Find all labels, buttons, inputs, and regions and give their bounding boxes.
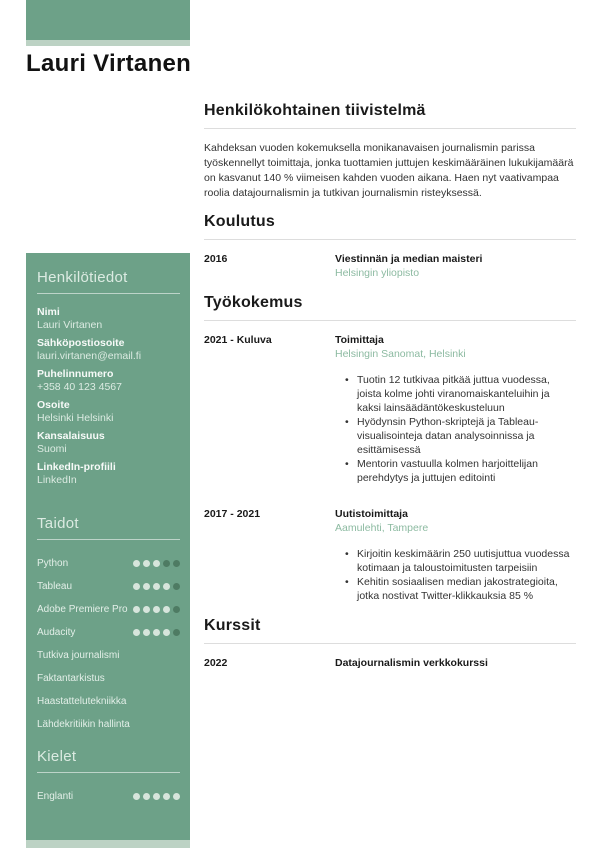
bullet-item: • Kehitin sosiaalisen median jakostrategioita, jotka nostivat Twitter-klikkauksia 85 % — [345, 575, 576, 603]
bullet-list — [335, 373, 576, 485]
skill-label: Englanti — [37, 791, 74, 802]
entry-organization: Helsingin Sanomat, Helsinki — [335, 348, 466, 360]
contact-field-label: Kansalaisuus — [37, 430, 105, 442]
entry-period: 2022 — [204, 657, 228, 669]
timeline-entry — [204, 252, 576, 280]
contact-field-value: Lauri Virtanen — [37, 319, 103, 331]
contact-field-value: LinkedIn — [37, 474, 77, 486]
entry-body — [335, 507, 576, 603]
header-accent-strip — [26, 40, 190, 46]
language-rows — [37, 785, 180, 808]
personal-info-section — [37, 269, 180, 487]
skill-label: Audacity — [37, 627, 76, 638]
personal-info-title: Henkilötiedot — [37, 269, 128, 286]
section-divider — [204, 320, 576, 321]
education-heading: Koulutus — [204, 213, 275, 230]
rating-dot-filled — [143, 629, 150, 636]
rating-dots — [133, 793, 180, 800]
timeline-entry — [204, 333, 576, 485]
skill-row — [37, 621, 180, 644]
contact-field-label: Puhelinnumero — [37, 368, 114, 380]
rating-dot-filled — [133, 583, 140, 590]
timeline-entry — [204, 656, 576, 670]
skill-row — [37, 785, 180, 808]
rating-dot-empty — [173, 583, 180, 590]
bullet-item: • Kirjoitin keskimäärin 250 uutisjuttua vuodessa kotimaan ja taloustoimitusten tarpeisiin — [345, 547, 576, 575]
sidebar-divider — [37, 539, 180, 540]
rating-dots — [133, 560, 180, 567]
rating-dot-filled — [153, 629, 160, 636]
rating-dot-filled — [163, 793, 170, 800]
section-divider — [204, 239, 576, 240]
bullet-list — [335, 547, 576, 603]
summary-text: Kahdeksan vuoden kokemuksella monikanavaisen journalismin parissa työskennellyt toimittaja, jonka tuottamien juttujen keskimääräinen lukukijamäärä on kasvanut 140 % viimeisen kahden vuoden aikana. Haen nyt vaativampaa roolia datajournalismin ja tutkivan journalismin risteyksessä. — [204, 142, 574, 199]
rating-dot-filled — [133, 793, 140, 800]
entry-title: Uutistoimittaja — [335, 508, 408, 520]
experience-heading: Työkokemus — [204, 294, 303, 311]
rating-dots — [133, 583, 180, 590]
bullet-item: • Tuotin 12 tutkivaa pitkää juttua vuodessa, joista kolme johti viranomaiskanteluihin ja kaksi lainsäädäntökeskusteluun — [345, 373, 576, 415]
rating-dots — [133, 629, 180, 636]
contact-field-label: Nimi — [37, 306, 60, 318]
skill-label: Python — [37, 558, 69, 569]
contact-field-value: +358 40 123 4567 — [37, 381, 122, 393]
skill-row — [37, 552, 180, 575]
experience-entries — [204, 333, 576, 603]
rating-dot-empty — [173, 560, 180, 567]
section-divider — [204, 643, 576, 644]
contact-field-value: lauri.virtanen@email.fi — [37, 350, 142, 362]
skill-rows — [37, 552, 180, 736]
contact-field — [37, 368, 180, 394]
bullet-item: • Mentorin vastuulla kolmen harjoittelijan perehdytys ja juttujen editointi — [345, 457, 576, 485]
contact-field-label: Osoite — [37, 399, 70, 411]
skills-title: Taidot — [37, 515, 79, 532]
rating-dot-filled — [143, 793, 150, 800]
contact-field — [37, 461, 180, 487]
skill-label: Haastattelutekniikka — [37, 696, 127, 707]
skill-row — [37, 644, 180, 667]
contact-field-value: Helsinki Helsinki — [37, 412, 114, 424]
rating-dot-filled — [133, 560, 140, 567]
entry-period: 2016 — [204, 253, 228, 265]
skill-label: Tableau — [37, 581, 73, 592]
skill-row — [37, 713, 180, 736]
section-divider — [204, 128, 576, 129]
sidebar — [26, 253, 190, 840]
skill-row — [37, 598, 180, 621]
skills-section — [37, 515, 180, 736]
contact-field — [37, 399, 180, 425]
person-name: Lauri Virtanen — [26, 50, 192, 77]
rating-dot-filled — [143, 560, 150, 567]
rating-dot-filled — [153, 793, 160, 800]
rating-dot-filled — [143, 606, 150, 613]
entry-organization: Aamulehti, Tampere — [335, 522, 429, 534]
contact-field-label: Sähköpostiosoite — [37, 337, 125, 349]
rating-dot-filled — [163, 606, 170, 613]
entry-organization: Helsingin yliopisto — [335, 267, 420, 279]
entry-title: Toimittaja — [335, 334, 384, 346]
skill-row — [37, 575, 180, 598]
courses-heading: Kurssit — [204, 617, 261, 634]
rating-dot-filled — [133, 629, 140, 636]
entry-period: 2017 - 2021 — [204, 508, 261, 520]
rating-dot-filled — [153, 560, 160, 567]
course-entries — [204, 656, 576, 670]
rating-dot-filled — [153, 583, 160, 590]
skill-label: Adobe Premiere Pro — [37, 604, 128, 615]
contact-field — [37, 430, 180, 456]
bullet-item: • Hyödynsin Python-skriptejä ja Tableau-visualisointeja datan analysoinnissa ja esittämisessä — [345, 415, 576, 457]
rating-dot-filled — [173, 793, 180, 800]
rating-dot-filled — [143, 583, 150, 590]
contact-field-value: Suomi — [37, 443, 67, 455]
courses-section — [204, 617, 576, 670]
entry-body — [335, 656, 576, 670]
sidebar-accent-strip — [26, 840, 190, 848]
personal-fields — [37, 306, 180, 487]
rating-dot-empty — [173, 629, 180, 636]
rating-dot-filled — [153, 606, 160, 613]
entry-body — [335, 252, 576, 280]
contact-field — [37, 306, 180, 332]
rating-dots — [133, 606, 180, 613]
rating-dot-filled — [163, 583, 170, 590]
entry-title: Datajournalismin verkkokurssi — [335, 657, 488, 669]
skill-label: Tutkiva journalismi — [37, 650, 120, 661]
main-content — [204, 102, 576, 684]
rating-dot-filled — [163, 629, 170, 636]
education-entries — [204, 252, 576, 280]
rating-dot-empty — [173, 606, 180, 613]
contact-field — [37, 337, 180, 363]
header-accent-block — [26, 0, 190, 40]
summary-heading: Henkilökohtainen tiivistelmä — [204, 102, 426, 119]
education-section — [204, 213, 576, 280]
entry-title: Viestinnän ja median maisteri — [335, 253, 483, 265]
skill-label: Faktantarkistus — [37, 673, 105, 684]
contact-field-label: LinkedIn-profiili — [37, 461, 116, 473]
skill-label: Lähdekritiikin hallinta — [37, 719, 130, 730]
skill-row — [37, 667, 180, 690]
timeline-entry — [204, 507, 576, 603]
rating-dot-empty — [163, 560, 170, 567]
sidebar-divider — [37, 772, 180, 773]
skill-row — [37, 690, 180, 713]
rating-dot-filled — [133, 606, 140, 613]
sidebar-divider — [37, 293, 180, 294]
summary-section — [204, 102, 576, 201]
entry-period: 2021 - Kuluva — [204, 334, 272, 346]
experience-section — [204, 294, 576, 603]
languages-section — [37, 748, 180, 808]
languages-title: Kielet — [37, 748, 77, 765]
entry-body — [335, 333, 576, 485]
